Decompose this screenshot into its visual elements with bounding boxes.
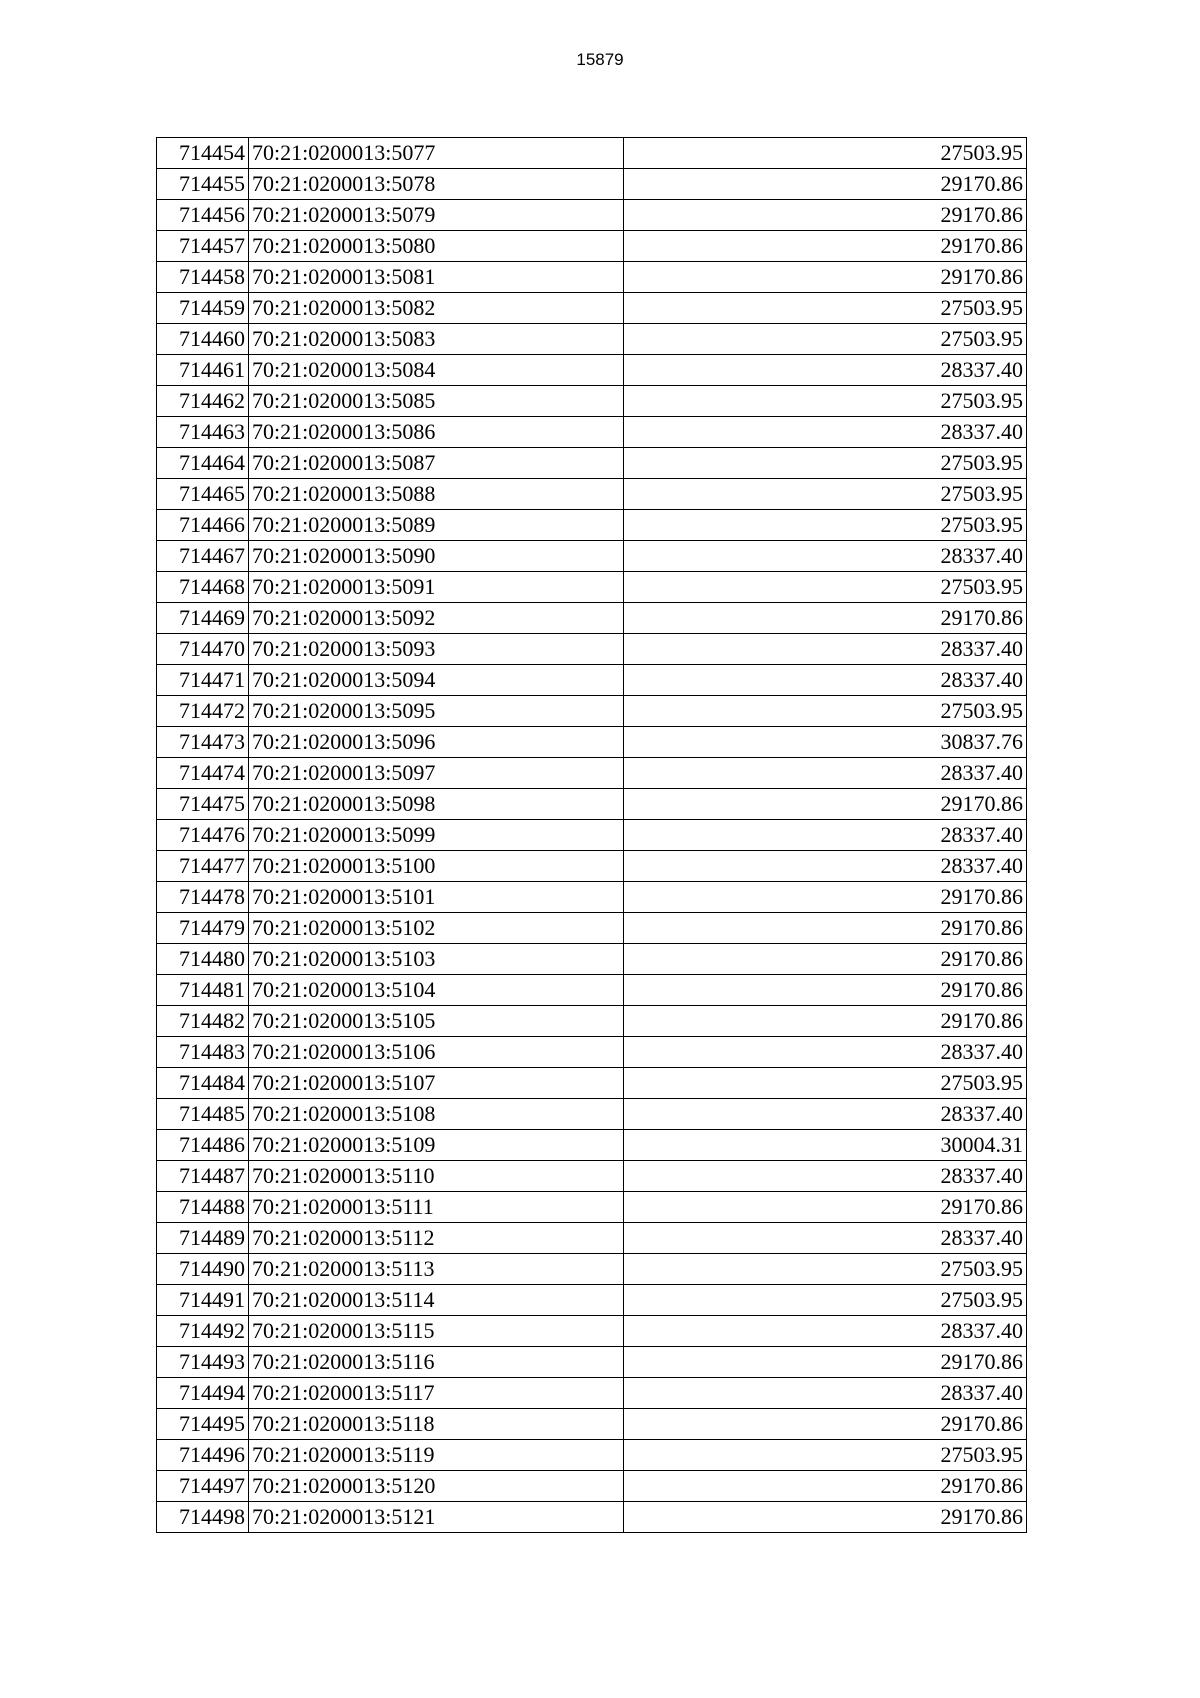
row-number-cell: 714470: [157, 634, 249, 665]
cadastral-value-cell: 27503.95: [624, 1254, 1027, 1285]
cadastral-value-cell: 29170.86: [624, 1192, 1027, 1223]
row-number-cell: 714474: [157, 758, 249, 789]
cadastral-value-cell: 30004.31: [624, 1130, 1027, 1161]
row-number-cell: 714482: [157, 1006, 249, 1037]
table-row: [157, 1285, 1027, 1316]
cadastral-number-cell: 70:21:0200013:5091: [249, 572, 624, 603]
cadastral-number-cell: 70:21:0200013:5079: [249, 200, 624, 231]
table-row: [157, 820, 1027, 851]
table-row: [157, 1254, 1027, 1285]
table-row: [157, 262, 1027, 293]
table-row: [157, 572, 1027, 603]
cadastral-value-cell: 28337.40: [624, 1316, 1027, 1347]
cadastral-value-cell: 29170.86: [624, 1471, 1027, 1502]
table-row: [157, 665, 1027, 696]
cadastral-number-cell: 70:21:0200013:5093: [249, 634, 624, 665]
row-number-cell: 714479: [157, 913, 249, 944]
row-number-cell: 714466: [157, 510, 249, 541]
table-body: [157, 138, 1027, 1533]
cadastral-number-cell: 70:21:0200013:5084: [249, 355, 624, 386]
cadastral-value-cell: 28337.40: [624, 355, 1027, 386]
row-number-cell: 714485: [157, 1099, 249, 1130]
row-number-cell: 714480: [157, 944, 249, 975]
cadastral-number-cell: 70:21:0200013:5115: [249, 1316, 624, 1347]
table-row: [157, 1502, 1027, 1533]
table-row: [157, 169, 1027, 200]
cadastral-number-cell: 70:21:0200013:5116: [249, 1347, 624, 1378]
cadastral-number-cell: 70:21:0200013:5096: [249, 727, 624, 758]
cadastral-value-cell: 29170.86: [624, 200, 1027, 231]
cadastral-value-cell: 29170.86: [624, 789, 1027, 820]
cadastral-number-cell: 70:21:0200013:5100: [249, 851, 624, 882]
table-row: [157, 1316, 1027, 1347]
cadastral-value-cell: 28337.40: [624, 1099, 1027, 1130]
row-number-cell: 714471: [157, 665, 249, 696]
cadastral-number-cell: 70:21:0200013:5088: [249, 479, 624, 510]
table-row: [157, 386, 1027, 417]
cadastral-number-cell: 70:21:0200013:5080: [249, 231, 624, 262]
row-number-cell: 714498: [157, 1502, 249, 1533]
cadastral-value-cell: 28337.40: [624, 541, 1027, 572]
cadastral-value-cell: 27503.95: [624, 1440, 1027, 1471]
cadastral-value-cell: 27503.95: [624, 1068, 1027, 1099]
cadastral-value-cell: 29170.86: [624, 1347, 1027, 1378]
cadastral-value-cell: 27503.95: [624, 696, 1027, 727]
cadastral-value-cell: 29170.86: [624, 262, 1027, 293]
table-row: [157, 851, 1027, 882]
cadastral-number-cell: 70:21:0200013:5111: [249, 1192, 624, 1223]
cadastral-number-cell: 70:21:0200013:5103: [249, 944, 624, 975]
table-row: [157, 231, 1027, 262]
table-row: [157, 1378, 1027, 1409]
cadastral-value-cell: 30837.76: [624, 727, 1027, 758]
cadastral-value-cell: 28337.40: [624, 1037, 1027, 1068]
row-number-cell: 714475: [157, 789, 249, 820]
cadastral-number-cell: 70:21:0200013:5118: [249, 1409, 624, 1440]
row-number-cell: 714462: [157, 386, 249, 417]
cadastral-value-cell: 29170.86: [624, 975, 1027, 1006]
cadastral-number-cell: 70:21:0200013:5078: [249, 169, 624, 200]
cadastral-value-cell: 29170.86: [624, 1006, 1027, 1037]
cadastral-value-cell: 29170.86: [624, 882, 1027, 913]
cadastral-value-cell: 27503.95: [624, 1285, 1027, 1316]
cadastral-number-cell: 70:21:0200013:5089: [249, 510, 624, 541]
cadastral-number-cell: 70:21:0200013:5077: [249, 138, 624, 169]
row-number-cell: 714473: [157, 727, 249, 758]
row-number-cell: 714492: [157, 1316, 249, 1347]
table-row: [157, 1192, 1027, 1223]
cadastral-number-cell: 70:21:0200013:5110: [249, 1161, 624, 1192]
row-number-cell: 714491: [157, 1285, 249, 1316]
row-number-cell: 714464: [157, 448, 249, 479]
table-row: [157, 727, 1027, 758]
cadastral-value-cell: 28337.40: [624, 634, 1027, 665]
row-number-cell: 714463: [157, 417, 249, 448]
cadastral-value-cell: 29170.86: [624, 603, 1027, 634]
table-row: [157, 1440, 1027, 1471]
table-row: [157, 944, 1027, 975]
row-number-cell: 714481: [157, 975, 249, 1006]
row-number-cell: 714476: [157, 820, 249, 851]
row-number-cell: 714457: [157, 231, 249, 262]
row-number-cell: 714455: [157, 169, 249, 200]
row-number-cell: 714486: [157, 1130, 249, 1161]
row-number-cell: 714495: [157, 1409, 249, 1440]
table-row: [157, 1006, 1027, 1037]
cadastral-number-cell: 70:21:0200013:5094: [249, 665, 624, 696]
cadastral-value-cell: 28337.40: [624, 417, 1027, 448]
page-number: 15879: [576, 50, 624, 69]
cadastral-value-cell: 29170.86: [624, 1502, 1027, 1533]
cadastral-number-cell: 70:21:0200013:5098: [249, 789, 624, 820]
cadastral-value-cell: 27503.95: [624, 510, 1027, 541]
cadastral-value-cell: 28337.40: [624, 851, 1027, 882]
cadastral-number-cell: 70:21:0200013:5101: [249, 882, 624, 913]
cadastral-value-cell: 28337.40: [624, 1161, 1027, 1192]
table-row: [157, 1347, 1027, 1378]
cadastral-value-cell: 28337.40: [624, 820, 1027, 851]
table-row: [157, 1130, 1027, 1161]
row-number-cell: 714483: [157, 1037, 249, 1068]
cadastral-number-cell: 70:21:0200013:5087: [249, 448, 624, 479]
cadastral-value-cell: 29170.86: [624, 169, 1027, 200]
table-row: [157, 789, 1027, 820]
cadastral-value-cell: 27503.95: [624, 293, 1027, 324]
row-number-cell: 714477: [157, 851, 249, 882]
table-row: [157, 696, 1027, 727]
row-number-cell: 714469: [157, 603, 249, 634]
cadastral-number-cell: 70:21:0200013:5102: [249, 913, 624, 944]
row-number-cell: 714472: [157, 696, 249, 727]
row-number-cell: 714468: [157, 572, 249, 603]
cadastral-number-cell: 70:21:0200013:5107: [249, 1068, 624, 1099]
row-number-cell: 714459: [157, 293, 249, 324]
row-number-cell: 714461: [157, 355, 249, 386]
cadastral-value-cell: 27503.95: [624, 448, 1027, 479]
cadastral-number-cell: 70:21:0200013:5104: [249, 975, 624, 1006]
cadastral-number-cell: 70:21:0200013:5112: [249, 1223, 624, 1254]
table-row: [157, 975, 1027, 1006]
cadastral-value-cell: 29170.86: [624, 231, 1027, 262]
cadastral-value-cell: 29170.86: [624, 913, 1027, 944]
cadastral-number-cell: 70:21:0200013:5109: [249, 1130, 624, 1161]
cadastral-number-cell: 70:21:0200013:5090: [249, 541, 624, 572]
table-row: [157, 479, 1027, 510]
table-row: [157, 1161, 1027, 1192]
row-number-cell: 714487: [157, 1161, 249, 1192]
table-row: [157, 882, 1027, 913]
row-number-cell: 714494: [157, 1378, 249, 1409]
row-number-cell: 714460: [157, 324, 249, 355]
row-number-cell: 714493: [157, 1347, 249, 1378]
row-number-cell: 714465: [157, 479, 249, 510]
cadastral-value-cell: 27503.95: [624, 479, 1027, 510]
row-number-cell: 714478: [157, 882, 249, 913]
cadastral-number-cell: 70:21:0200013:5105: [249, 1006, 624, 1037]
cadastral-number-cell: 70:21:0200013:5106: [249, 1037, 624, 1068]
row-number-cell: 714497: [157, 1471, 249, 1502]
table-row: [157, 1471, 1027, 1502]
row-number-cell: 714456: [157, 200, 249, 231]
cadastral-number-cell: 70:21:0200013:5092: [249, 603, 624, 634]
cadastral-value-cell: 28337.40: [624, 665, 1027, 696]
table-row: [157, 138, 1027, 169]
table-row: [157, 603, 1027, 634]
cadastral-value-table: [156, 137, 1027, 1533]
row-number-cell: 714467: [157, 541, 249, 572]
cadastral-value-cell: 29170.86: [624, 1409, 1027, 1440]
table-row: [157, 293, 1027, 324]
cadastral-number-cell: 70:21:0200013:5082: [249, 293, 624, 324]
cadastral-value-cell: 27503.95: [624, 386, 1027, 417]
table-row: [157, 510, 1027, 541]
table-row: [157, 355, 1027, 386]
cadastral-value-cell: 27503.95: [624, 572, 1027, 603]
row-number-cell: 714484: [157, 1068, 249, 1099]
table-row: [157, 758, 1027, 789]
cadastral-number-cell: 70:21:0200013:5099: [249, 820, 624, 851]
cadastral-number-cell: 70:21:0200013:5113: [249, 1254, 624, 1285]
cadastral-value-cell: 27503.95: [624, 138, 1027, 169]
table-row: [157, 1037, 1027, 1068]
table-row: [157, 1099, 1027, 1130]
table-row: [157, 417, 1027, 448]
cadastral-number-cell: 70:21:0200013:5119: [249, 1440, 624, 1471]
cadastral-number-cell: 70:21:0200013:5120: [249, 1471, 624, 1502]
cadastral-value-cell: 28337.40: [624, 758, 1027, 789]
table-row: [157, 634, 1027, 665]
row-number-cell: 714488: [157, 1192, 249, 1223]
table-row: [157, 200, 1027, 231]
table-row: [157, 541, 1027, 572]
cadastral-value-cell: 29170.86: [624, 944, 1027, 975]
table-row: [157, 1223, 1027, 1254]
cadastral-number-cell: 70:21:0200013:5108: [249, 1099, 624, 1130]
table-row: [157, 1409, 1027, 1440]
row-number-cell: 714458: [157, 262, 249, 293]
cadastral-number-cell: 70:21:0200013:5114: [249, 1285, 624, 1316]
cadastral-number-cell: 70:21:0200013:5085: [249, 386, 624, 417]
cadastral-number-cell: 70:21:0200013:5086: [249, 417, 624, 448]
cadastral-value-cell: 28337.40: [624, 1378, 1027, 1409]
cadastral-number-cell: 70:21:0200013:5095: [249, 696, 624, 727]
table-row: [157, 913, 1027, 944]
cadastral-number-cell: 70:21:0200013:5117: [249, 1378, 624, 1409]
cadastral-value-cell: 28337.40: [624, 1223, 1027, 1254]
cadastral-number-cell: 70:21:0200013:5081: [249, 262, 624, 293]
row-number-cell: 714490: [157, 1254, 249, 1285]
cadastral-number-cell: 70:21:0200013:5097: [249, 758, 624, 789]
cadastral-number-cell: 70:21:0200013:5121: [249, 1502, 624, 1533]
table-row: [157, 324, 1027, 355]
row-number-cell: 714454: [157, 138, 249, 169]
row-number-cell: 714489: [157, 1223, 249, 1254]
row-number-cell: 714496: [157, 1440, 249, 1471]
cadastral-value-cell: 27503.95: [624, 324, 1027, 355]
table-row: [157, 448, 1027, 479]
table-row: [157, 1068, 1027, 1099]
cadastral-number-cell: 70:21:0200013:5083: [249, 324, 624, 355]
